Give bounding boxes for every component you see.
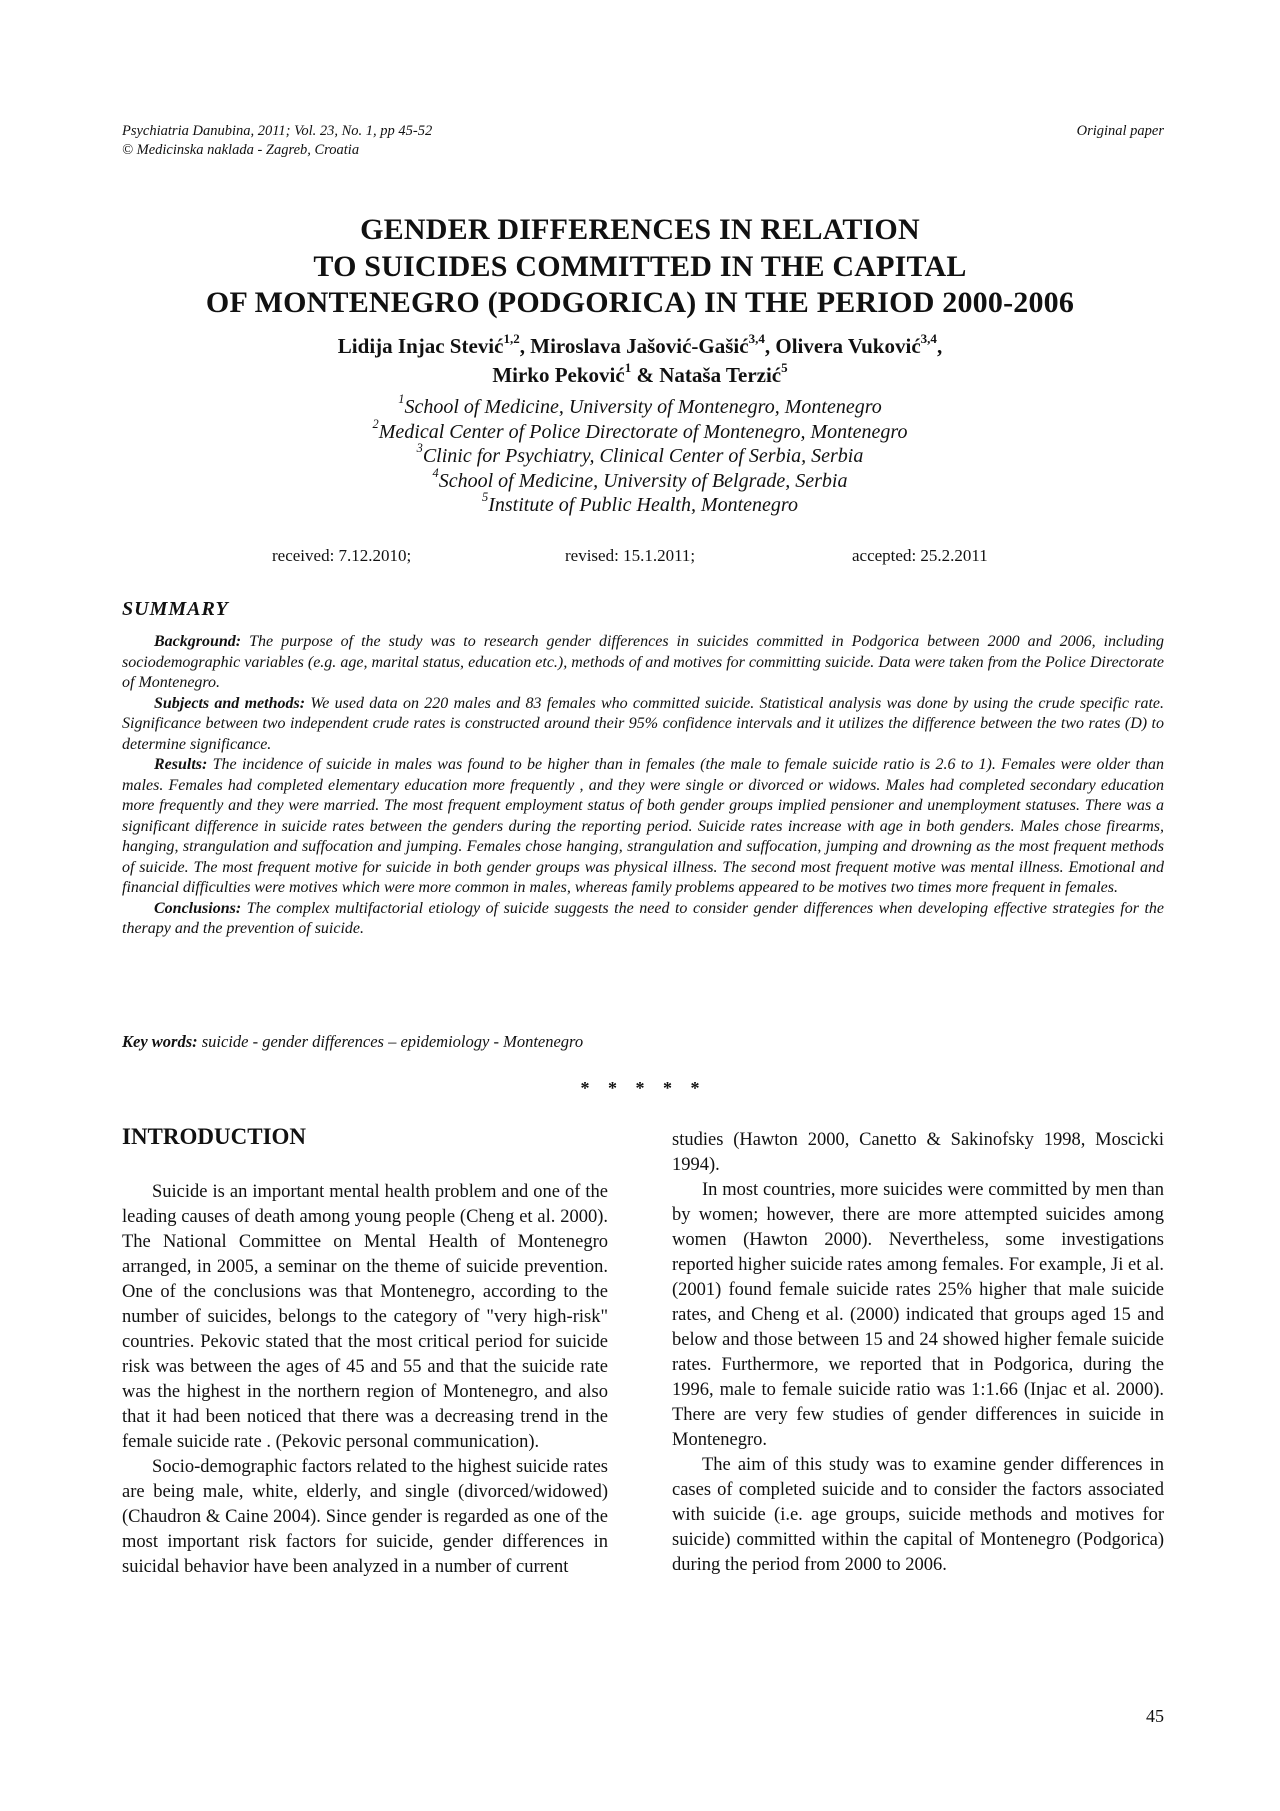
results-text: The incidence of suicide in males was found to be higher than in females (the male to female suicide ratio is 2.6 to 1). Females were older than males. Females had completed elementary education more frequently , and they were single or divorced or widows. Males had completed secondary education more frequently and they were married. The most frequent employment status of both gender groups implied pensioner and unemployment statuses. There was a significant difference in suicide rates between the genders during the reporting period. Suicide rates increase with age in both genders. Males chose firearms, hanging, strangulation and suffocation and jumping. Females chose hanging, strangulation and suffocation, jumping and drowning as the most frequent methods of suicide. The most frequent motive for suicide in both gender groups was physical illness. The second most frequent motive was mental illness. Emotional and financial difficulties were motives which were more common in males, whereas family problems appeared to be motives two times more frequent in females.: [122, 756, 1164, 896]
affiliation-text: Clinic for Psychiatry, Clinical Center of Serbia, Serbia: [422, 445, 864, 467]
affiliation-list: [0, 392, 1280, 518]
author-affiliation-ref: 1: [624, 360, 632, 376]
conclusions-label: Conclusions:: [154, 899, 242, 917]
affiliation: [0, 465, 1280, 494]
affiliation-number: 5: [482, 490, 489, 505]
author-affiliation-ref: 3,4: [920, 331, 937, 347]
affiliation: [0, 490, 1280, 518]
author-name: Miroslava Jašović-Gašić: [530, 334, 749, 358]
author-separator: ,: [519, 334, 531, 358]
author-line: [0, 361, 1280, 390]
affiliation: [0, 441, 1280, 469]
results-label: Results:: [154, 756, 208, 773]
paper-title: [0, 212, 1280, 322]
affiliation-text: Institute of Public Health, Montenegro: [488, 494, 798, 516]
paragraph: Suicide is an important mental health problem and one of the leading causes of death among young people (Cheng et al. 2000). The National Committee on Mental Health of Montenegro arranged, in 2005, a seminar on the theme of suicide prevention. One of the conclusions was that Montenegro, according to the number of suicides, belongs to the category of "very high-risk" countries. Pekovic stated that the most critical period for suicide risk was between the ages of 45 and 55 and that the suicide rate was the highest in the northern region of Montenegro, and also that it had been noticed that there was a decreasing trend in the female suicide rate . (Pekovic personal communication).: [122, 1182, 608, 1452]
citation-line: Psychiatria Danubina, 2011; Vol. 23, No. 1, pp 45-52: [122, 123, 433, 139]
right-column: [672, 1128, 1164, 1578]
affiliation: [0, 416, 1280, 445]
affiliation: [0, 392, 1280, 420]
affiliation-number: 3: [416, 441, 423, 456]
summary-heading: SUMMARY: [122, 598, 229, 620]
conclusions-text: The complex multifactorial etiology of suicide suggests the need to consider gender differences when developing effective strategies for the therapy and the prevention of suicide.: [122, 899, 1164, 937]
summary-conclusions: [122, 899, 1164, 940]
paragraph: The aim of this study was to examine gender differences in cases of completed suicide and to consider the factors associated with suicide (i.e. age groups, suicide methods and motives for suicide) committed within the capital of Montenegro (Podgorica) during the period from 2000 to 2006.: [672, 1455, 1164, 1575]
author-separator: &: [631, 363, 660, 387]
paragraph-continuation: studies (Hawton 2000, Canetto & Sakinofsky 1998, Moscicki 1994).: [672, 1130, 1164, 1175]
author-name: Lidija Injac Stević: [337, 334, 504, 358]
page-number: 45: [1146, 1706, 1164, 1726]
author-name: Nataša Terzić: [659, 363, 782, 387]
summary-background: [122, 632, 1164, 694]
accepted-date: accepted: 25.2.2011: [852, 546, 988, 565]
left-column: [122, 1180, 608, 1580]
title-line: OF MONTENEGRO (PODGORICA) IN THE PERIOD 2000-2006: [205, 286, 1075, 319]
title-line: GENDER DIFFERENCES IN RELATION: [360, 213, 920, 246]
received-date: received: 7.12.2010;: [272, 546, 412, 565]
author-affiliation-ref: 1,2: [503, 331, 520, 347]
keywords: [122, 1032, 583, 1052]
journal-citation: [122, 122, 432, 160]
keywords-label: Key words:: [122, 1032, 198, 1051]
background-text: The purpose of the study was to research gender differences in suicides committed in Podgorica between 2000 and 2006, including sociodemographic variables (e.g. age, marital status, education etc.), methods of and motives for committing suicide. Data were taken from the Police Directorate of Montenegro.: [122, 633, 1164, 691]
affiliation-text: Medical Center of Police Directorate of Montenegro, Montenegro: [378, 420, 908, 443]
summary-methods: [122, 694, 1164, 756]
title-line: TO SUICIDES COMMITTED IN THE CAPITAL: [313, 249, 967, 283]
introduction-heading: INTRODUCTION: [122, 1124, 307, 1149]
author-separator: ,: [936, 334, 943, 358]
paragraph: Socio-demographic factors related to the highest suicide rates are being male, white, elderly, and single (divorced/widowed) (Chaudron & Caine 2004). Since gender is regarded as one of the most important risk factors for suicide, gender differences in suicidal behavior have been analyzed in a number of current: [122, 1457, 608, 1577]
author-list: [0, 332, 1280, 390]
methods-label: Subjects and methods:: [154, 694, 306, 712]
author-name: Olivera Vuković: [775, 334, 921, 358]
affiliation-text: School of Medicine, University of Montenegro, Montenegro: [404, 396, 882, 418]
author-name: Mirko Peković: [492, 363, 625, 387]
copyright-line: © Medicinska naklada - Zagreb, Croatia: [122, 142, 360, 158]
background-label: Background:: [154, 633, 242, 650]
summary-results: [122, 755, 1164, 899]
affiliation-number: 2: [372, 416, 379, 431]
paragraph: In most countries, more suicides were committed by men than by women; however, there are more attempted suicides among women (Hawton 2000). Nevertheless, some investigations reported higher suicide rates among females. For example, Ji et al. (2001) found female suicide rates 25% higher that male suicide rates, and Cheng et al. (2000) indicated that groups aged 15 and below and those between 15 and 24 showed higher female suicide rates. Furthermore, we reported that in Podgorica, during the 1996, male to female suicide ratio was 1:1.66 (Injac et al. 2000). There are very few studies of gender differences in suicide in Montenegro.: [672, 1180, 1164, 1450]
revised-date: revised: 15.1.2011;: [565, 546, 696, 565]
author-affiliation-ref: 3,4: [748, 331, 765, 347]
author-affiliation-ref: 5: [781, 360, 788, 376]
author-line: [0, 332, 1280, 361]
affiliation-text: School of Medicine, University of Belgrade, Serbia: [438, 469, 848, 492]
affiliation-number: 4: [432, 465, 439, 480]
author-separator: ,: [764, 334, 776, 358]
section-separator: * * * * *: [580, 1078, 700, 1098]
methods-text: We used data on 220 males and 83 females who committed suicide. Statistical analysis was done by using the crude specific rate. Significance between two independent crude rates is constructed around their 95% confidence intervals and it utilizes the difference between the two rates (D) to determine significance.: [122, 694, 1164, 753]
paper-type: Original paper: [1076, 123, 1164, 139]
summary-body: [122, 632, 1164, 940]
keywords-text: suicide - gender differences – epidemiology - Montenegro: [197, 1032, 584, 1051]
affiliation-number: 1: [398, 392, 405, 407]
